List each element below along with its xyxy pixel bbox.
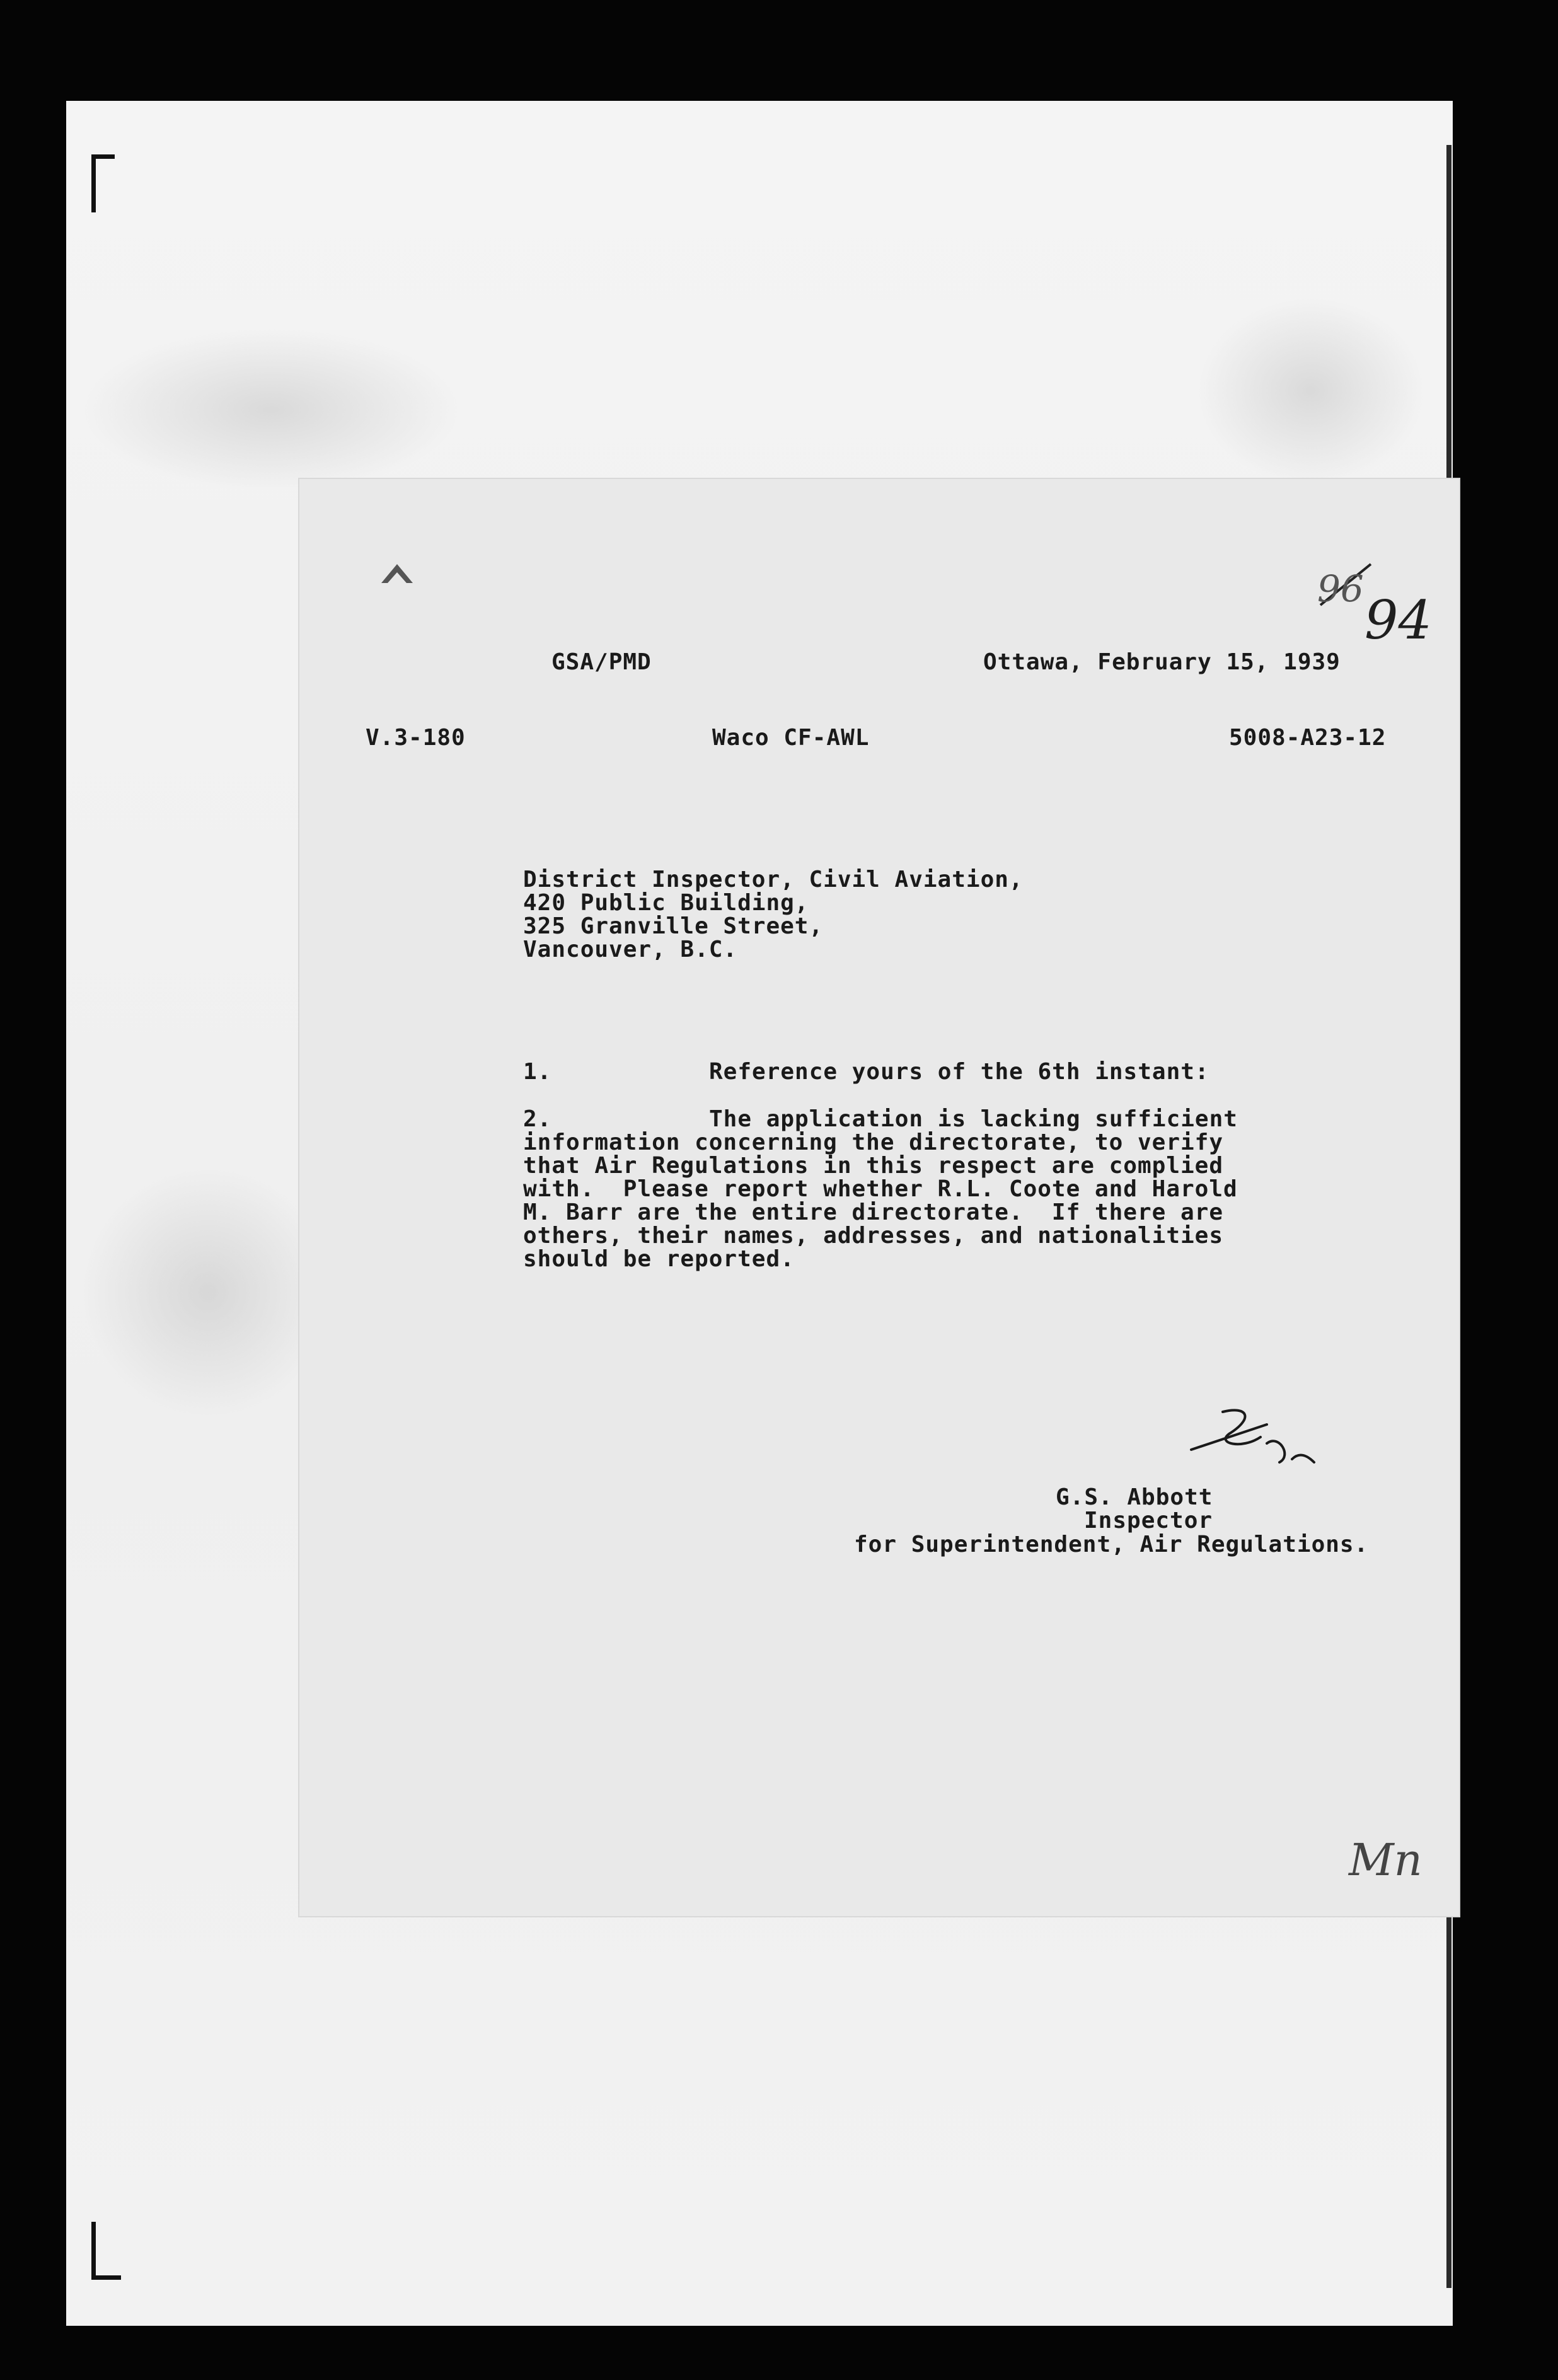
file-number: 94 bbox=[1365, 589, 1432, 651]
signatory-title: Inspector bbox=[1084, 1508, 1213, 1534]
addressee-line: District Inspector, Civil Aviation, bbox=[523, 867, 1024, 893]
smudge bbox=[1197, 296, 1424, 485]
smudge bbox=[82, 1166, 334, 1418]
addressee-line: Vancouver, B.C. bbox=[523, 937, 738, 962]
addressee-line: 420 Public Building, bbox=[523, 890, 809, 916]
paragraph-line: should be reported. bbox=[523, 1246, 795, 1272]
reference-initials: GSA/PMD bbox=[551, 649, 652, 675]
signatory-on-behalf: for Superintendent, Air Regulations. bbox=[854, 1532, 1369, 1557]
file-reference: 5008-A23-12 bbox=[1229, 725, 1387, 751]
struck-file-number: 96 bbox=[1317, 567, 1364, 610]
addressee-line: 325 Granville Street, bbox=[523, 913, 824, 939]
crop-mark-bottom-left bbox=[91, 2222, 121, 2280]
paragraph-line: information concerning the directorate, to verify bbox=[523, 1129, 1224, 1155]
paragraph-line: Reference yours of the 6th instant: bbox=[709, 1059, 1209, 1085]
paragraph-number: 1. bbox=[523, 1059, 552, 1085]
crop-mark-top-left bbox=[91, 154, 115, 212]
smudge bbox=[82, 328, 460, 492]
paragraph-line: others, their names, addresses, and nationalities bbox=[523, 1223, 1224, 1249]
paper-tear-mark bbox=[378, 561, 416, 586]
paragraph-line: The application is lacking sufficient bbox=[709, 1106, 1238, 1132]
handwritten-initials: Mn bbox=[1349, 1834, 1422, 1886]
signatory-name: G.S. Abbott bbox=[1056, 1484, 1213, 1510]
paragraph-line: with. Please report whether R.L. Coote and Harold bbox=[523, 1176, 1238, 1202]
left-reference: V.3-180 bbox=[366, 725, 466, 751]
signature-scribble bbox=[1185, 1399, 1336, 1481]
paragraph-line: M. Barr are the entire directorate. If there are bbox=[523, 1199, 1224, 1225]
paragraph-line: that Air Regulations in this respect are complied bbox=[523, 1153, 1224, 1179]
paragraph-number: 2. bbox=[523, 1106, 552, 1132]
aircraft-reference: Waco CF-AWL bbox=[712, 725, 870, 751]
place-date: Ottawa, February 15, 1939 bbox=[983, 649, 1341, 675]
